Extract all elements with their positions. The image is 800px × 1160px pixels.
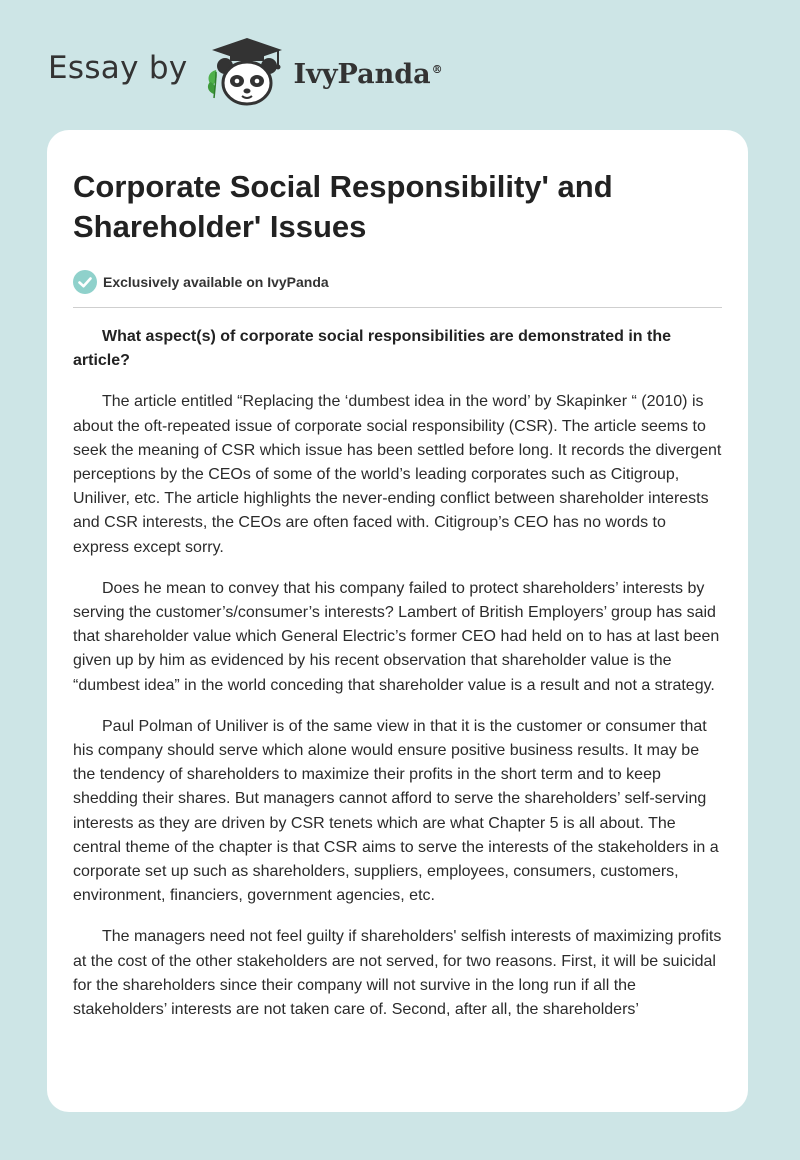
question-heading: What aspect(s) of corporate social responsibilities are demonstrated in the article? [73,328,672,370]
paragraph: The managers need not feel guilty if shareholders' selfish interests of maximizing profits at the cost of the other stakeholders are not served, for two reasons. First, it will be suicidal for the shareholders since their company will not survive in the long run if all the stakeholders’ interests are not taken care of. Second, after all, the shareholders’ [73,928,722,1019]
paragraph: The article entitled “Replacing the ‘dumbest idea in the word’ by Skapinker “ (2010) is about the oft-repeated issue of corporate social responsibility (CSR). The article seems to seek the meaning of CSR which issue has been settled before long. It records the divergent perceptions by the CEOs of some of the world’s leading corporates such as Citigroup, Uniliver, etc. The article highlights the never-ending conflict between shareholder interests and CSR interests, the CEOs are often faced with. Citigroup’s CEO has no words to express except sorry. [73,393,722,556]
page-title: Corporate Social Responsibility' and Shareholder' Issues [73,169,613,244]
divider [73,307,722,308]
exclusive-label: Exclusively available on IvyPanda [103,274,329,290]
article-body [73,325,722,1022]
essay-card [47,130,748,1112]
check-circle-icon [73,270,97,294]
paragraph: Does he mean to convey that his company failed to protect shareholders’ interests by serving the customer’s/consumer’s interests? Lambert of British Employers’ group has said that shareholder value which General Electric’s former CEO had held on to has at last been given up by him as evidenced by his recent observation that shareholder value is the “dumbest idea” in the world conceding that shareholder value is a result and not a strategy. [73,579,720,694]
brand-name: IvyPanda® [293,58,443,90]
brand-header[interactable] [48,36,443,108]
brand-prefix: Essay by [48,50,188,86]
exclusive-badge [73,269,722,295]
paragraph: Paul Polman of Uniliver is of the same view in that it is the customer or consumer that his company should serve which alone would ensure positive business results. It may be the tendency of shareholders to maximize their profits in the short term and to keep shedding their shares. But managers cannot afford to serve the shareholders’ self-serving interests as they are driven by CSR tenets which are what Chapter 5 is all about. The central theme of the chapter is that CSR aims to serve the interests of the stakeholders in a corporate set up such as shareholders, suppliers, employees, consumers, customers, environment, financiers, government agencies, etc. [73,717,719,905]
panda-graduate-icon [202,36,292,108]
